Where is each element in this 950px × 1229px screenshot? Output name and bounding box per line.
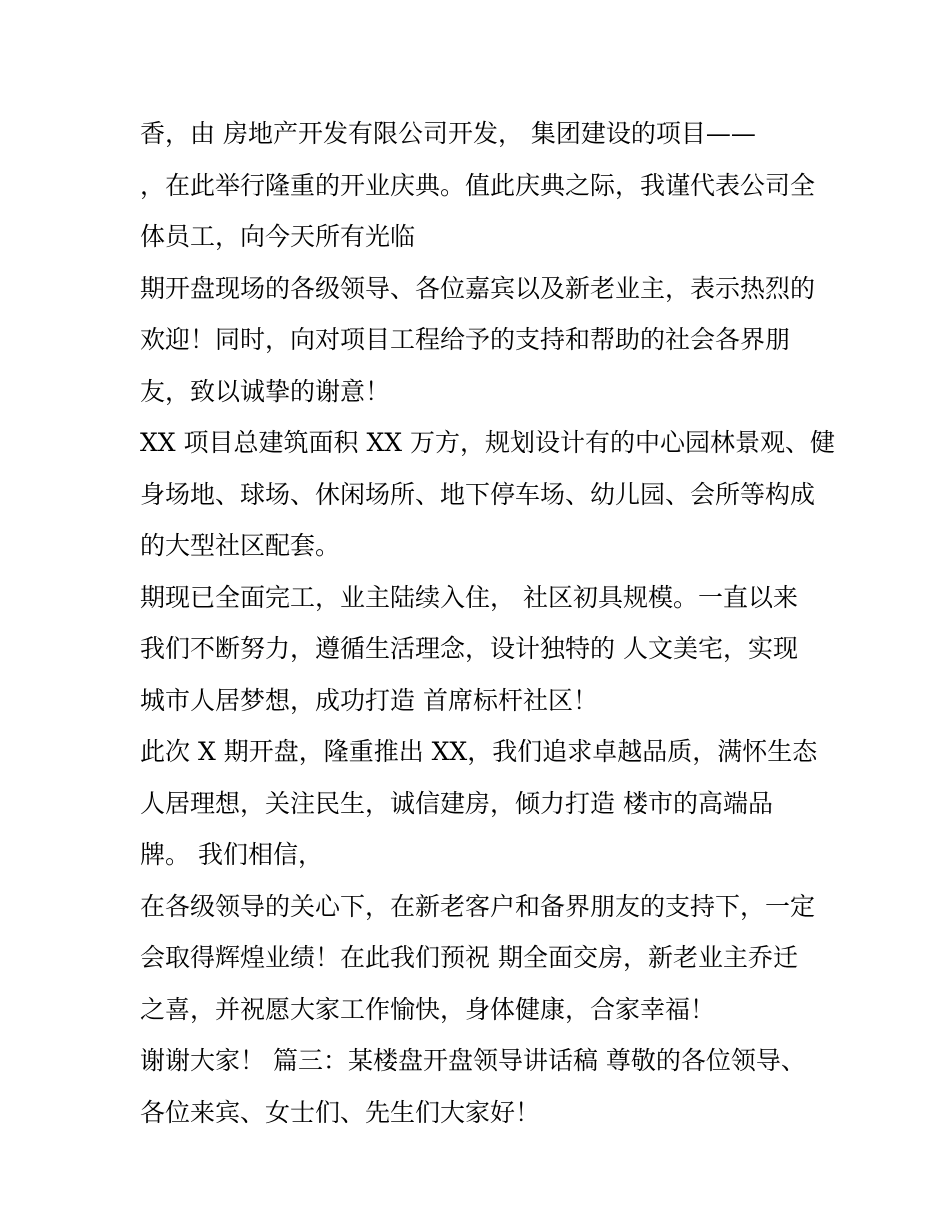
text-line: 牌。 我们相信， (140, 840, 323, 869)
text-line: 香，由 房地产开发有限公司开发， 集团建设的项目—— (140, 119, 756, 148)
text-line: 体员工，向今天所有光临 (140, 222, 416, 251)
text-line: 期开盘现场的各级领导、各位嘉宾以及新老业主，表示热烈的 (140, 273, 816, 303)
text-line: 之喜，并祝愿大家工作愉快，身体健康，合家幸福！ (140, 994, 716, 1024)
speech-text-block (140, 108, 836, 1138)
text-line: 城市人居梦想，成功打造 首席标杆社区！ (140, 685, 598, 715)
text-line: 欢迎！同时，向对项目工程给予的支持和帮助的社会各界朋 (140, 325, 791, 354)
text-line: 期现已全面完工，业主陆续入住， 社区初具规模。一直以来 (140, 582, 798, 612)
text-line: 我们不断努力，遵循生活理念，设计独特的 人文美宅，实现 (140, 634, 798, 663)
text-line: 人居理想，关注民生，诚信建房，倾力打造 楼市的高端品 (140, 788, 773, 818)
text-line: 各位来宾、女士们、先生们大家好！ (140, 1097, 541, 1127)
text-line: 谢谢大家！ 篇三：某楼盘开盘领导讲话稿 尊敬的各位领导、 (140, 1046, 806, 1075)
text-line: XX 项目总建筑面积 XX 万方，规划设计有的中心园林景观、健 (140, 428, 836, 457)
text-line: 会取得辉煌业绩！在此我们预祝 期全面交房，新老业主乔迁 (140, 943, 798, 972)
text-line: ，在此举行隆重的开业庆典。值此庆典之际，我谨代表公司全 (140, 170, 816, 200)
text-line: 身场地、球场、休闲场所、地下停车场、幼儿园、会所等构成 (140, 479, 816, 509)
text-line: 的大型社区配套。 (140, 531, 341, 560)
text-line: 友，致以诚挚的谢意！ (140, 376, 391, 406)
text-line: 在各级领导的关心下，在新老客户和备界朋友的支持下，一定 (140, 891, 816, 921)
text-line: 此次 X 期开盘，隆重推出 XX，我们追求卓越品质，满怀生态 (140, 737, 818, 766)
